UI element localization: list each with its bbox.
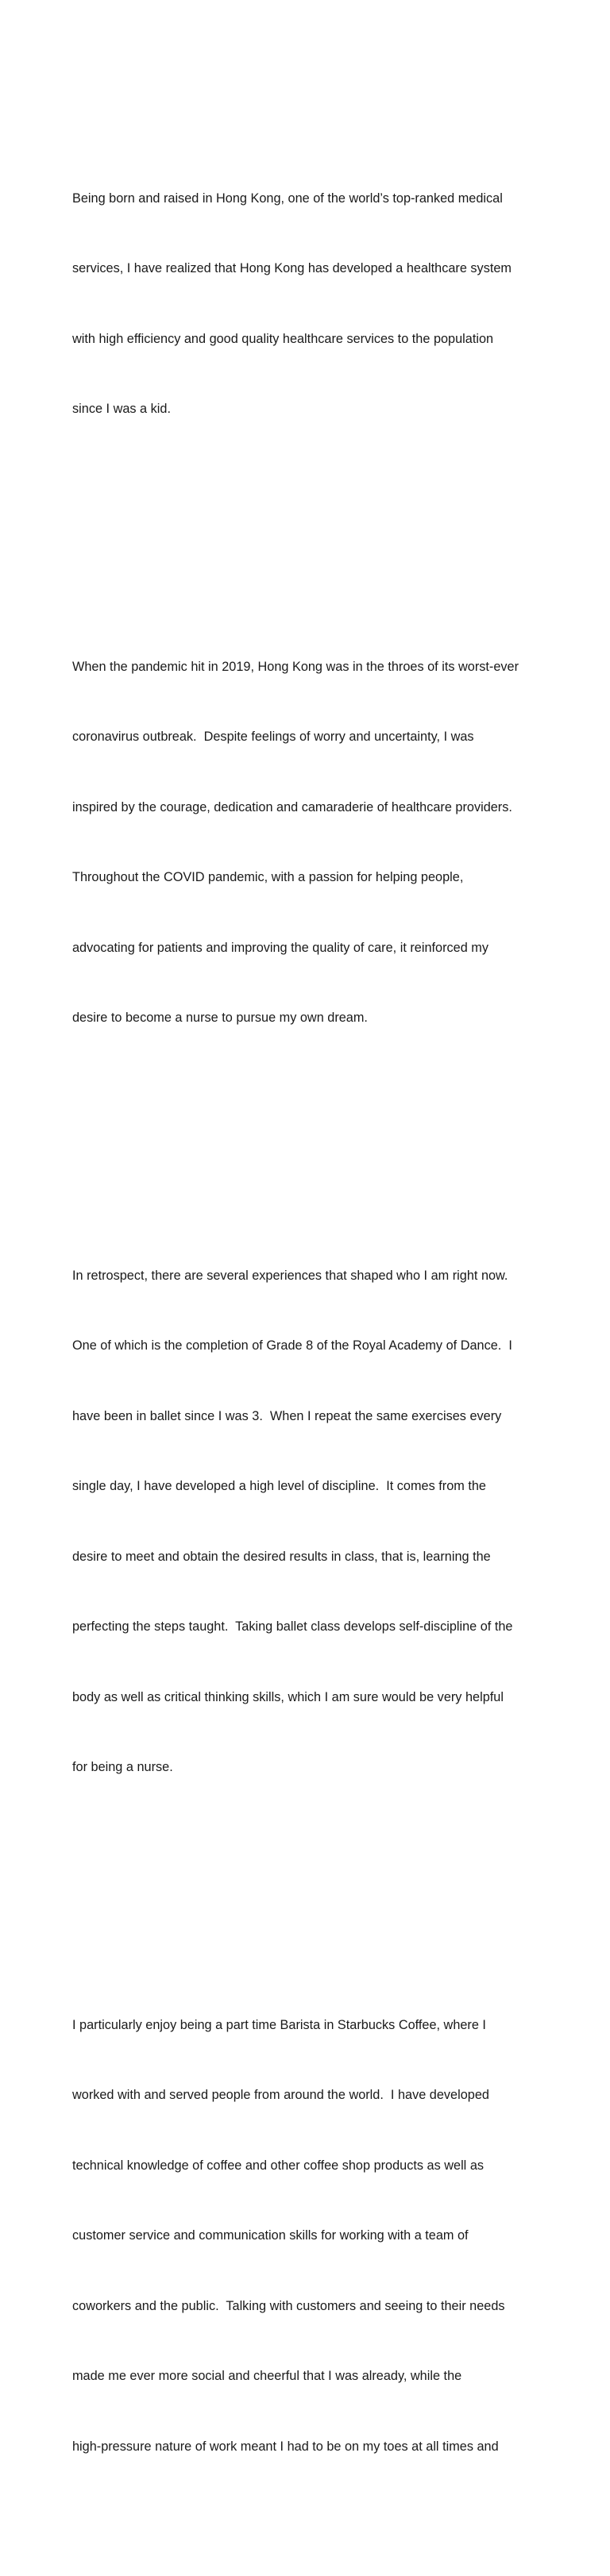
text-line: technical knowledge of coffee and other coffee shop products as well as [72, 2158, 485, 2173]
text-line: When the pandemic hit in 2019, Hong Kong was in the throes of its worst-ever [72, 659, 519, 674]
text-line: have been in ballet since I was 3. When I repeat the same exercises every [72, 1408, 502, 1423]
text-line: desire to meet and obtain the desired results in class, that is, learning the [72, 1549, 491, 1564]
paragraph [72, 141, 549, 468]
text-line: perfecting the steps taught. Taking ballet class develops self-discipline of the [72, 1619, 513, 1634]
text-line: body as well as critical thinking skills, which I am sure would be very helpful [72, 1689, 504, 1704]
text-line: One of which is the completion of Grade 8 of the Royal Academy of Dance. I [72, 1338, 512, 1353]
text-line: worked with and served people from around the world. I have developed [72, 2088, 489, 2102]
text-line: desire to become a nurse to pursue my own dream. [72, 1011, 368, 1025]
text-line: I particularly enjoy being a part time Barista in Starbucks Coffee, where I [72, 2017, 486, 2032]
text-line: made me ever more social and cheerful that I was already, while the [72, 2369, 462, 2383]
text-line: advocating for patients and improving the quality of care, it reinforced my [72, 940, 488, 955]
text-line: coworkers and the public. Talking with customers and seeing to their needs [72, 2298, 505, 2313]
text-line: since I was a kid. [72, 402, 171, 416]
paragraph-gap [72, 1873, 549, 1897]
text-line: In retrospect, there are several experiences that shaped who I am right now. [72, 1268, 508, 1283]
text-line: services, I have realized that Hong Kong has developed a healthcare system [72, 261, 512, 275]
text-line: single day, I have developed a high level of discipline. It comes from the [72, 1479, 486, 1493]
text-line: for being a nurse. [72, 1760, 173, 1774]
text-line: with high efficiency and good quality healthcare services to the population [72, 331, 494, 346]
document-body [72, 70, 549, 2576]
text-line: high-pressure nature of work meant I had to be on my toes at all times and [72, 2439, 499, 2454]
text-line: customer service and communication skills for working with a team of [72, 2228, 469, 2243]
paragraph [72, 1967, 549, 2506]
text-line: coronavirus outbreak. Despite feelings of worry and uncertainty, I was [72, 730, 474, 744]
text-line: Being born and raised in Hong Kong, one of the world’s top-ranked medical [72, 191, 503, 206]
paragraph-gap [72, 1124, 549, 1148]
paragraph [72, 1218, 549, 1827]
text-line: Throughout the COVID pandemic, with a passion for helping people, [72, 870, 464, 884]
paragraph [72, 609, 549, 1077]
text-line: inspired by the courage, dedication and camaraderie of healthcare providers. [72, 799, 512, 814]
paragraph-gap [72, 515, 549, 539]
